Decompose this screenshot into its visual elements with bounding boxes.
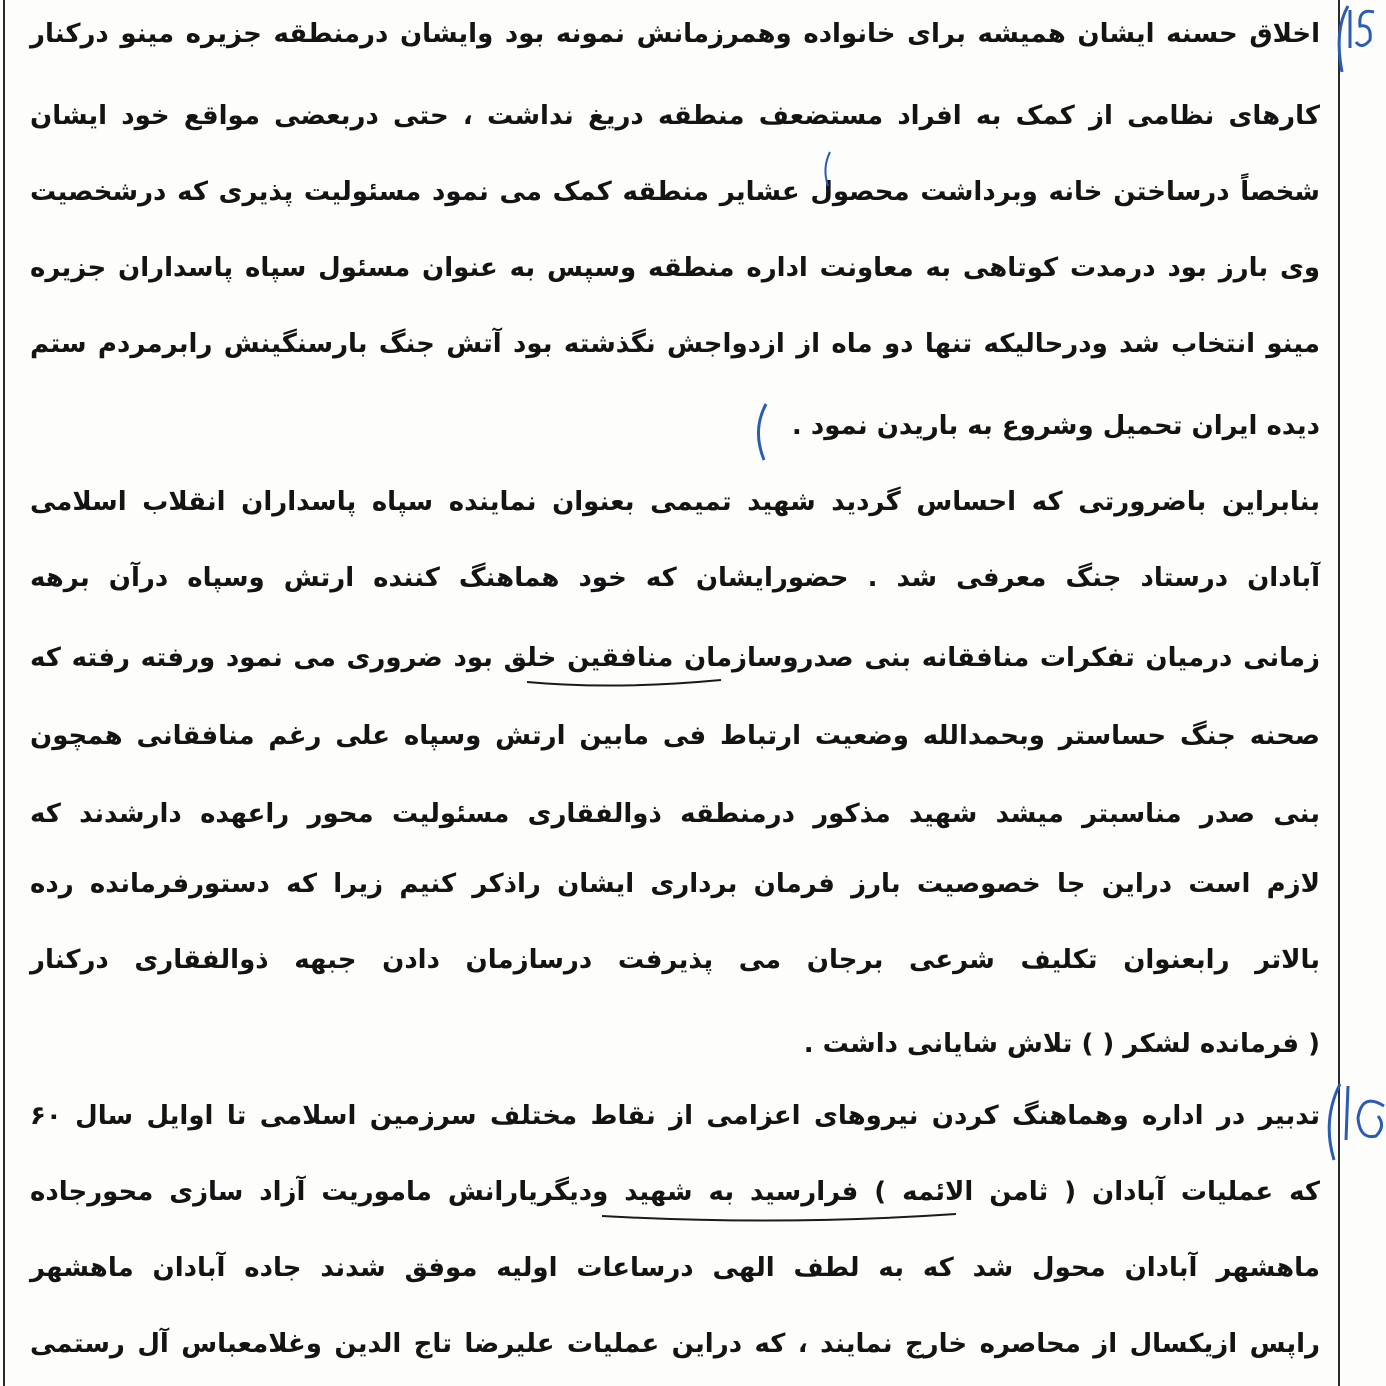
text-line-12: لازم است دراین جا خصوصیت بارز فرمان برداری ایشان راذکر کنیم زیرا که دستورفرمانده رده [30,869,1320,899]
text-line-6: دیده ایران تحمیل وشروع به باریدن نمود . [791,411,1320,441]
text-line-11: بنی صدر مناسبتر میشد شهید مذکور درمنطقه ذوالفقاری مسئولیت محور راعهده دارشدند که [30,799,1320,829]
text-line-18: راپس ازیکسال از محاصره خارج نمایند ، که دراین عملیات علیرضا تاج الدین وغلامعباس آل رستمی [30,1329,1320,1359]
section-mark-16 [1314,1076,1386,1166]
text-line-9: زمانی درمیان تفکرات منافقانه بنی صدروسازمان منافقین خلق بود ضروری می نمود ورفته رفته که [30,643,1320,673]
text-line-8: آبادان درستاد جنگ معرفی شد . حضورایشان که خود هماهنگ کننده ارتش وسپاه درآن برهه [30,563,1320,593]
text-line-10: صحنه جنگ حساستر وبحمدالله وضعیت ارتباط فی مابین ارتش وسپاه علی رغم منافقانی همچون [30,721,1320,751]
text-line-3: شخصاً درساختن خانه وبرداشت محصول عشایر منطقه کمک می نمود مسئولیت پذیری که درشخصیت [30,177,1320,207]
left-margin-rule [3,0,5,1386]
right-margin-rule [1338,0,1340,1386]
text-line-17: ماهشهر آبادان محول شد که به لطف الهی درساعات اولیه موفق شدند جاده آبادان ماهشهر [30,1253,1320,1283]
text-line-13: بالاتر رابعنوان تکلیف شرعی برجان می پذیرفت درسازمان دادن جبهه ذوالفقاری درکنار [30,945,1320,975]
text-line-15: تدبیر در اداره وهماهنگ کردن نیروهای اعزامی از نقاط مختلف سرزمین اسلامی تا اوایل سال ۶۰ [30,1101,1320,1131]
section-mark-15 [1320,0,1386,80]
text-line-7: بنابراین باضرورتی که احساس گردید شهید تمیمی بعنوان نماینده سپاه پاسداران انقلاب اسلامی [30,487,1320,517]
text-line-14: ( فرمانده لشکر ( ) تلاش شایانی داشت . [803,1029,1320,1059]
text-line-16: که عملیات آبادان ( ثامن الائمه ) فرارسید به شهید ودیگریارانش ماموریت آزاد سازی محورجاده [30,1177,1320,1207]
text-line-1: اخلاق حسنه ایشان همیشه برای خانواده وهمرزمانش نمونه بود وایشان درمنطقه جزیره مینو درکنار [30,19,1320,49]
text-line-2: کارهای نظامی از کمک به افراد مستضعف منطقه دریغ نداشت ، حتی دربعضی مواقع خود ایشان [30,101,1320,131]
text-line-5: مینو انتخاب شد ودرحالیکه تنها دو ماه از ازدواجش نگذشته بود آتش جنگ بارسنگینش رابرمردم ستم [30,329,1320,359]
text-line-4: وی بارز بود درمدت کوتاهی به معاونت اداره منطقه وسپس به عنوان مسئول سپاه پاسداران جزیره [30,253,1320,283]
